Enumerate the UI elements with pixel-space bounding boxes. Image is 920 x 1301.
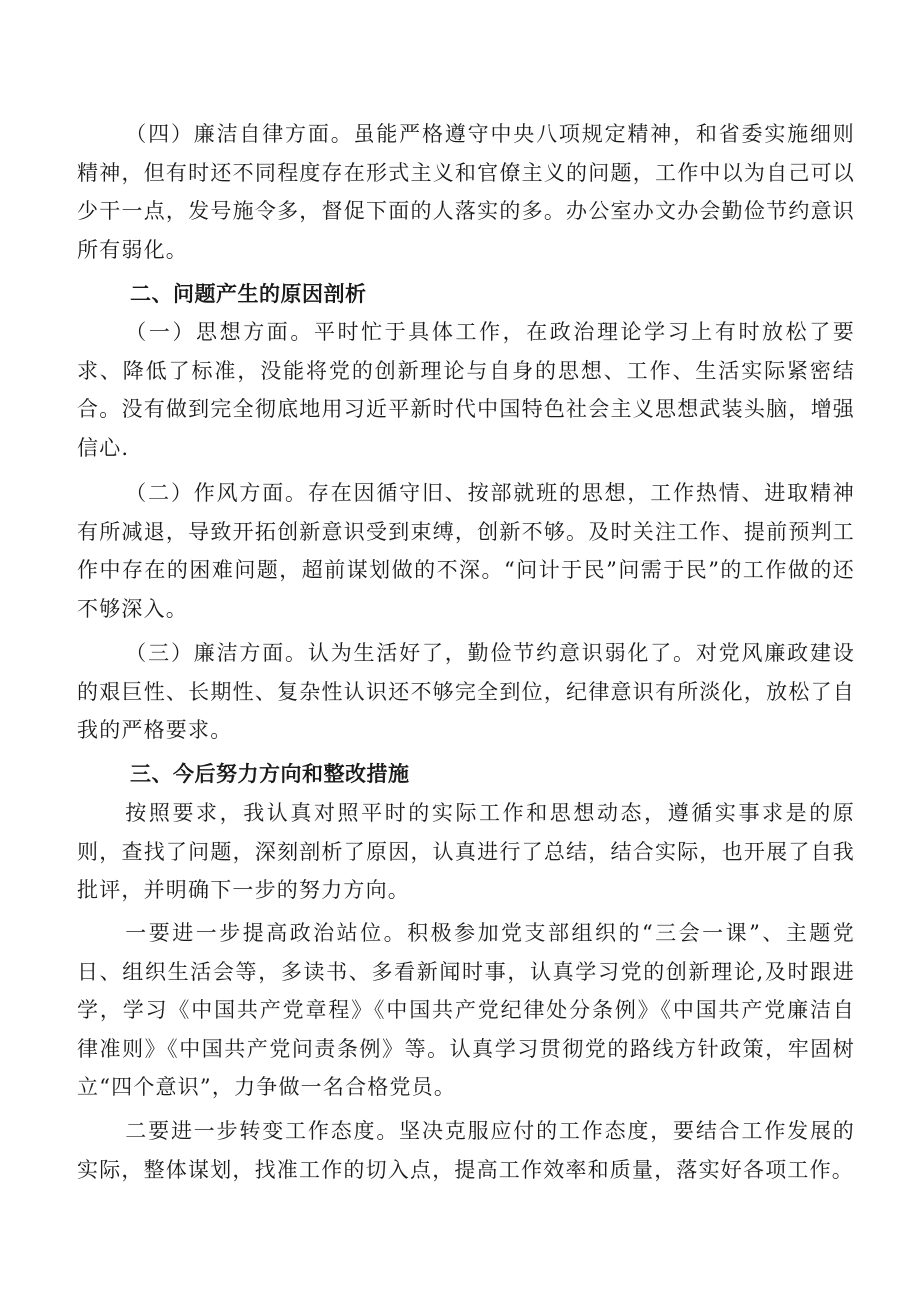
paragraph-work-attitude: 二要进一步转变工作态度。坚决克服应付的工作态度，要结合工作发展的实际，整体谋划，找准工作的切入点，提高工作效率和质量，落实好各项工作。 — [77, 1119, 855, 1182]
paragraph-work-style: （二）作风方面。存在因循守旧、按部就班的思想，工作热情、进取精神有所减退，导致开拓创新意识受到束缚，创新不够。及时关注工作、提前预判工作中存在的困难问题，超前谋划做的不深。“问计于民”问需于民”的工作做的还不够深入。 — [77, 481, 855, 621]
paragraph-ideology: （一）思想方面。平时忙于具体工作，在政治理论学习上有时放松了要求、降低了标准，没能将党的创新理论与自身的思想、工作、生活实际紧密结合。没有做到完全彻底地用习近平新时代中国特色社会主义思想武装头脑，增强信心. — [77, 320, 855, 460]
section-heading-future-measures: 三、今后努力方向和整改措施 — [130, 762, 410, 786]
paragraph-political-stance: 一要进一步提高政治站位。积极参加党支部组织的“三会一课”、主题党日、组织生活会等，多读书、多看新闻时事，认真学习党的创新理论,及时跟进学，学习《中国共产党章程》《中国共产党纪律处分条例》《中国共产党廉洁自律准则》《中国共产党问责条例》等。认真学习贯彻党的路线方针政策，牢固树立“四个意识”，力争做一名合格党员。 — [77, 921, 855, 1099]
paragraph-overview: 按照要求，我认真对照平时的实际工作和思想动态，遵循实事求是的原则，查找了问题，深刻剖析了原因，认真进行了总结，结合实际，也开展了自我批评，并明确下一步的努力方向。 — [77, 801, 855, 902]
section-heading-cause-analysis: 二、问题产生的原因剖析 — [130, 282, 367, 306]
paragraph-integrity-self-discipline: （四）廉洁自律方面。虽能严格遵守中央八项规定精神，和省委实施细则精神，但有时还不同程度存在形式主义和官僚主义的问题，工作中以为自己可以少干一点，发号施令多，督促下面的人落实的多。办公室办文办会勤俭节约意识所有弱化。 — [77, 122, 855, 262]
paragraph-integrity: （三）廉洁方面。认为生活好了，勤俭节约意识弱化了。对党风廉政建设的艰巨性、长期性、复杂性认识还不够完全到位，纪律意识有所淡化，放松了自我的严格要求。 — [77, 641, 855, 742]
